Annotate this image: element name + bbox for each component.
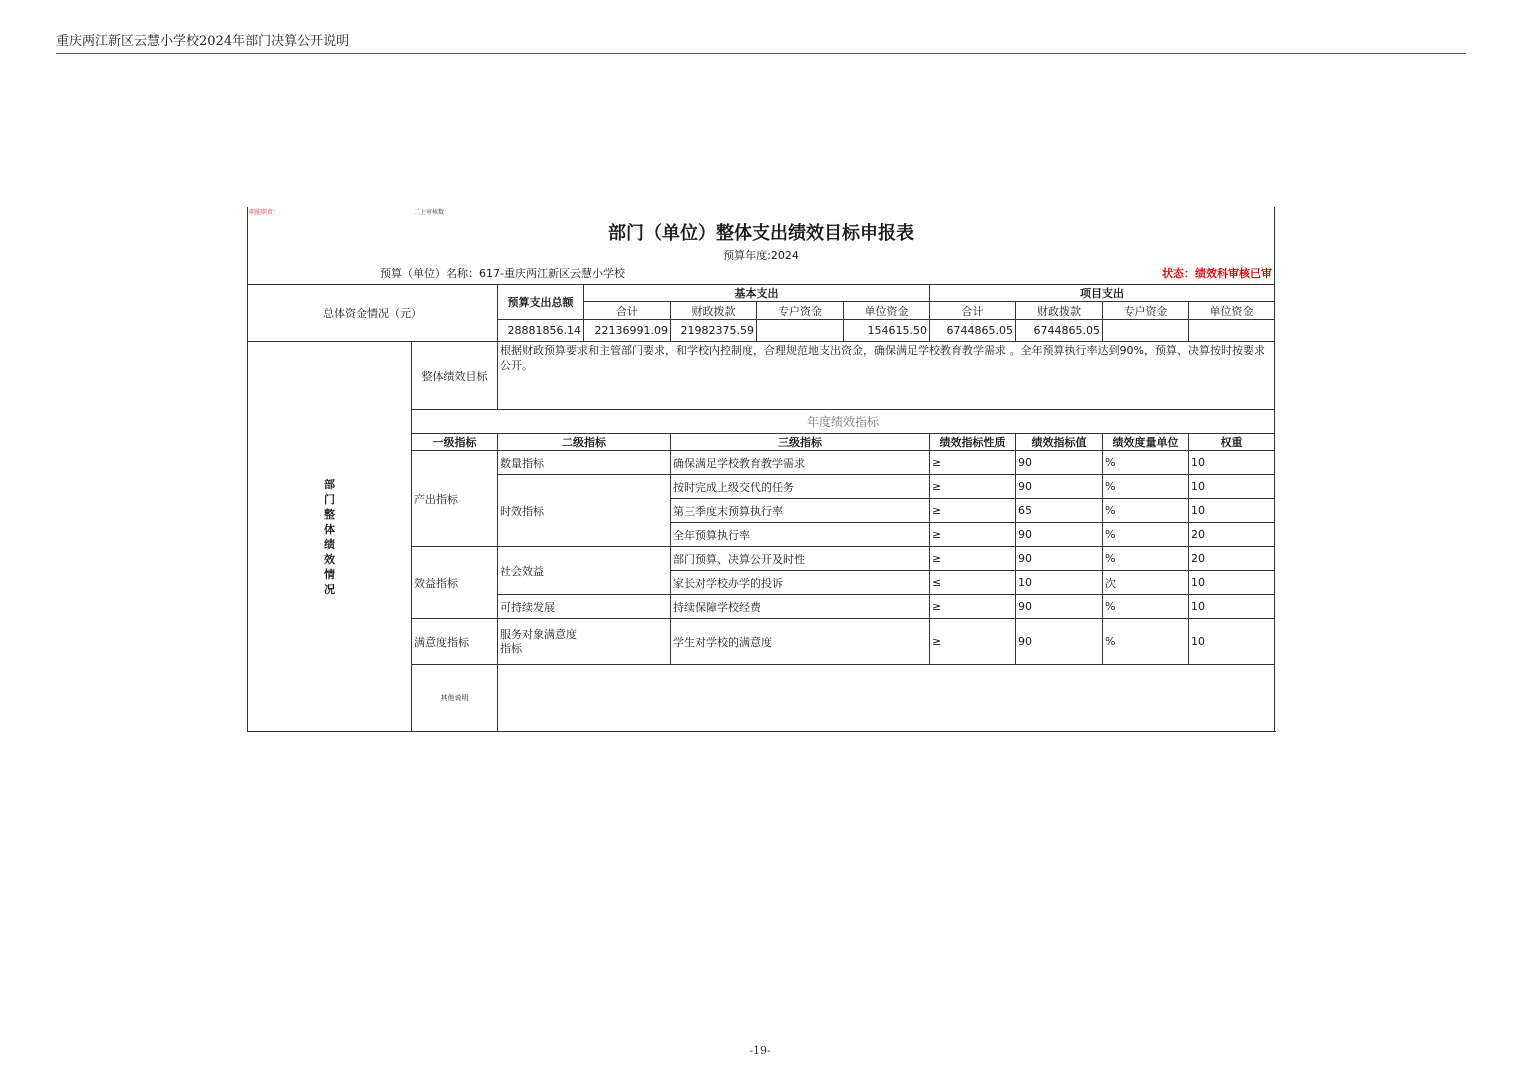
- section-label-char: 效: [324, 552, 335, 566]
- sub-header: 单位资金: [1189, 302, 1275, 320]
- unit-cell: %: [1103, 475, 1189, 499]
- section-label-char: 整: [324, 507, 335, 521]
- weight-cell: 10: [1189, 499, 1275, 523]
- unit-name-row: [380, 265, 625, 281]
- section-label-char: 体: [324, 522, 335, 536]
- level1-cell: 满意度指标: [412, 619, 498, 665]
- fund-value: 28881856.14: [498, 320, 584, 342]
- section-label-char: 部: [324, 477, 335, 491]
- funds-row-label: 总体资金情况（元）: [248, 285, 498, 342]
- level3-cell: 部门预算、决算公开及时性: [671, 547, 930, 571]
- performance-table: [247, 284, 1275, 732]
- page-header: 重庆两江新区云慧小学校2024年部门决算公开说明: [56, 34, 350, 49]
- unit-cell: %: [1103, 547, 1189, 571]
- unit-cell: %: [1103, 595, 1189, 619]
- level3-cell: 家长对学校办学的投诉: [671, 571, 930, 595]
- level1-cell: 效益指标: [412, 547, 498, 619]
- level2-cell: 数量指标: [498, 451, 671, 475]
- nature-cell: ≥: [930, 475, 1016, 499]
- weight-cell: 10: [1189, 451, 1275, 475]
- goal-label: 整体绩效目标: [412, 342, 498, 410]
- level3-cell: 全年预算执行率: [671, 523, 930, 547]
- fund-value: [1189, 320, 1275, 342]
- unit-cell: %: [1103, 499, 1189, 523]
- level3-cell: 确保满足学校教育教学需求: [671, 451, 930, 475]
- section-label-char: 况: [324, 582, 335, 596]
- column-header: 一级指标: [412, 434, 498, 451]
- form-title: 部门（单位）整体支出绩效目标申报表: [608, 223, 914, 244]
- unit-cell: %: [1103, 523, 1189, 547]
- frame-border-right: [1274, 207, 1275, 285]
- sub-header: 专户资金: [1103, 302, 1189, 320]
- level2-cell: 时效指标: [498, 475, 671, 547]
- level3-cell: 持续保障学校经费: [671, 595, 930, 619]
- value-cell: 10: [1016, 571, 1103, 595]
- sub-header: 财政拨款: [1016, 302, 1103, 320]
- page-number: -19-: [749, 1044, 771, 1057]
- sub-header: 合计: [930, 302, 1016, 320]
- other-notes-content: [498, 665, 1275, 732]
- section-label-text: [250, 477, 409, 597]
- unit-cell: %: [1103, 619, 1189, 665]
- level3-cell: 第三季度末预算执行率: [671, 499, 930, 523]
- column-header: 三级指标: [671, 434, 930, 451]
- note-black: 二上审核数: [414, 209, 445, 216]
- column-header: 绩效度量单位: [1103, 434, 1189, 451]
- sub-header: 单位资金: [844, 302, 930, 320]
- project-expenditure-header: 项目支出: [930, 285, 1275, 302]
- level2-cell: 社会效益: [498, 547, 671, 595]
- level2-cell: [498, 619, 671, 665]
- section-label-char: 门: [324, 492, 335, 506]
- weight-cell: 20: [1189, 523, 1275, 547]
- value-cell: 90: [1016, 475, 1103, 499]
- status-text: 状态：绩效科审核已审: [1162, 267, 1272, 280]
- other-notes-label: 其他说明: [412, 665, 498, 732]
- note-red: 职能职责：: [249, 209, 280, 216]
- basic-expenditure-header: 基本支出: [584, 285, 930, 302]
- fund-value: 6744865.05: [930, 320, 1016, 342]
- fund-value: 21982375.59: [671, 320, 757, 342]
- level3-cell: 按时完成上级交代的任务: [671, 475, 930, 499]
- level3-cell: 学生对学校的满意度: [671, 619, 930, 665]
- fund-value: [1103, 320, 1189, 342]
- value-cell: 90: [1016, 619, 1103, 665]
- unit-cell: 次: [1103, 571, 1189, 595]
- level2-cell-text: 服务对象满意度指标: [500, 627, 577, 655]
- weight-cell: 10: [1189, 571, 1275, 595]
- nature-cell: ≥: [930, 451, 1016, 475]
- annual-indicators-header: 年度绩效指标: [412, 410, 1275, 434]
- fund-value: 6744865.05: [1016, 320, 1103, 342]
- fund-value: 22136991.09: [584, 320, 671, 342]
- value-cell: 90: [1016, 523, 1103, 547]
- nature-cell: ≥: [930, 619, 1016, 665]
- budget-year: 预算年度:2024: [723, 249, 799, 262]
- value-cell: 90: [1016, 451, 1103, 475]
- weight-cell: 10: [1189, 595, 1275, 619]
- unit-label: 预算（单位）名称：: [380, 267, 479, 280]
- column-header: 权重: [1189, 434, 1275, 451]
- nature-cell: ≥: [930, 523, 1016, 547]
- nature-cell: ≥: [930, 595, 1016, 619]
- header-divider: [56, 53, 1466, 54]
- nature-cell: ≥: [930, 547, 1016, 571]
- goal-text: 根据财政预算要求和主管部门要求，和学校内控制度，合理规范地支出资金，确保满足学校教育教学需求 。全年预算执行率达到90%，预算、决算按时按要求公开。: [498, 342, 1275, 410]
- column-header: 二级指标: [498, 434, 671, 451]
- fund-value: [757, 320, 844, 342]
- level1-cell: 产出指标: [412, 451, 498, 547]
- nature-cell: ≥: [930, 499, 1016, 523]
- value-cell: 90: [1016, 547, 1103, 571]
- fund-value: 154615.50: [844, 320, 930, 342]
- unit-name: 617-重庆两江新区云慧小学校: [479, 267, 625, 280]
- sub-header: 合计: [584, 302, 671, 320]
- weight-cell: 10: [1189, 619, 1275, 665]
- section-label-char: 情: [324, 567, 335, 581]
- section-label-char: 绩: [324, 537, 335, 551]
- sub-header: 财政拨款: [671, 302, 757, 320]
- value-cell: 65: [1016, 499, 1103, 523]
- nature-cell: ≤: [930, 571, 1016, 595]
- weight-cell: 10: [1189, 475, 1275, 499]
- level2-cell: 可持续发展: [498, 595, 671, 619]
- weight-cell: 20: [1189, 547, 1275, 571]
- column-header: 绩效指标值: [1016, 434, 1103, 451]
- sub-header: 专户资金: [757, 302, 844, 320]
- total-budget-header: 预算支出总额: [498, 285, 584, 320]
- column-header: 绩效指标性质: [930, 434, 1016, 451]
- unit-cell: %: [1103, 451, 1189, 475]
- section-label: [248, 342, 412, 732]
- value-cell: 90: [1016, 595, 1103, 619]
